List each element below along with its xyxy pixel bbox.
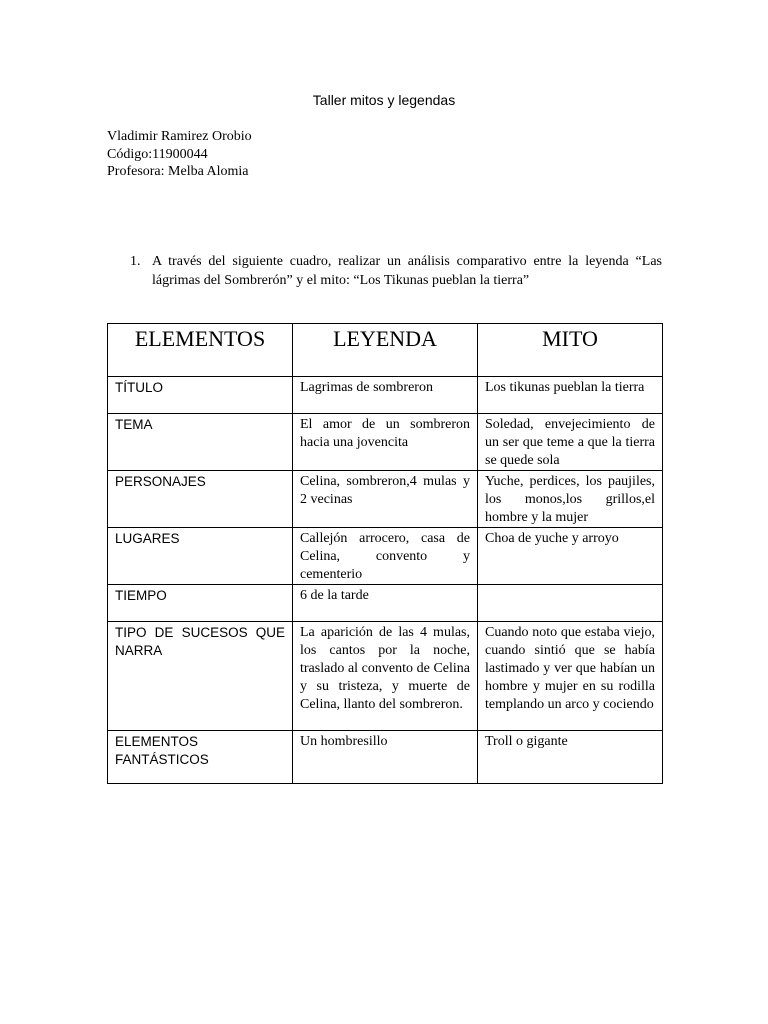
header-leyenda: LEYENDA — [293, 324, 478, 377]
table-row — [108, 731, 663, 784]
row-label: ELEMENTOS FANTÁSTICOS — [108, 731, 293, 784]
mito-cell: Soledad, envejecimiento de un ser que teme a que la tierra se quede sola — [478, 414, 663, 471]
table-row — [108, 414, 663, 471]
leyenda-cell: Callejón arrocero, casa de Celina, convento y cementerio — [293, 528, 478, 585]
row-label: TIPO DE SUCESOS QUE NARRA — [108, 622, 293, 731]
row-label: PERSONAJES — [108, 471, 293, 528]
teacher-name: Profesora: Melba Alomia — [107, 164, 249, 179]
row-label: TIEMPO — [108, 585, 293, 622]
student-name: Vladimir Ramirez Orobio — [107, 129, 252, 144]
leyenda-cell: 6 de la tarde — [293, 585, 478, 622]
row-label: TÍTULO — [108, 377, 293, 414]
mito-cell — [478, 585, 663, 622]
student-code: Código:11900044 — [107, 146, 208, 162]
mito-cell: Cuando noto que estaba viejo, cuando sintió que se había lastimado y ver que habían un hombre y mujer en su rodilla templando un arco y cociendo — [478, 622, 663, 731]
table-header-row — [108, 324, 663, 377]
header-mito: MITO — [478, 324, 663, 377]
document-title: Taller mitos y legendas — [312, 92, 456, 108]
leyenda-cell: Celina, sombreron,4 mulas y 2 vecinas — [293, 471, 478, 528]
header-elementos: ELEMENTOS — [108, 324, 293, 377]
question-1 — [130, 252, 662, 290]
table-row — [108, 528, 663, 585]
row-label: TEMA — [108, 414, 293, 471]
student-info — [107, 128, 252, 181]
table-row — [108, 622, 663, 731]
mito-cell: Yuche, perdices, los paujiles, los monos,los grillos,el hombre y la mujer — [478, 471, 663, 528]
mito-cell: Los tikunas pueblan la tierra — [478, 377, 663, 414]
question-text: A través del siguiente cuadro, realizar un análisis comparativo entre la leyenda “Las lágrimas del Sombrerón” y el mito: “Los Tikunas pueblan la tierra” — [152, 254, 662, 288]
mito-cell: Troll o gigante — [478, 731, 663, 784]
leyenda-cell: La aparición de las 4 mulas, los cantos por la noche, traslado al convento de Celina y su tristeza, y muerte de Celina, llanto del sombreron. — [293, 622, 478, 731]
comparison-table — [107, 323, 663, 784]
leyenda-cell: Lagrimas de sombreron — [293, 377, 478, 414]
mito-cell: Choa de yuche y arroyo — [478, 528, 663, 585]
leyenda-cell: Un hombresillo — [293, 731, 478, 784]
question-number: 1. — [130, 254, 141, 269]
table-row — [108, 585, 663, 622]
table-row — [108, 377, 663, 414]
leyenda-cell: El amor de un sombreron hacia una jovencita — [293, 414, 478, 471]
table-row — [108, 471, 663, 528]
row-label: LUGARES — [108, 528, 293, 585]
